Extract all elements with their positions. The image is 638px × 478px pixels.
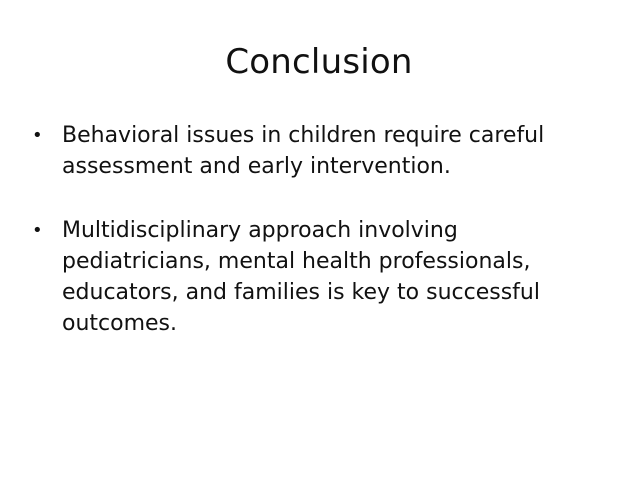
slide-content (32, 120, 602, 372)
bullet-line: educators, and families is key to successful (62, 280, 540, 305)
bullet-line: pediatricians, mental health professionals, (62, 249, 531, 274)
bullet-line: outcomes. (62, 311, 178, 336)
bullet-item-multidisciplinary-approach (32, 215, 602, 339)
bullet-text (62, 120, 602, 182)
bullet-icon: • (32, 220, 43, 241)
bullet-icon: • (32, 125, 43, 146)
bullet-line: Multidisciplinary approach involving (62, 218, 458, 243)
bullet-line: assessment and early intervention. (62, 154, 451, 179)
bullet-line: Behavioral issues in children require careful (62, 123, 545, 148)
slide-title: Conclusion (225, 42, 413, 82)
bullet-text (62, 215, 602, 339)
bullet-item-behavioral-issues (32, 120, 602, 182)
